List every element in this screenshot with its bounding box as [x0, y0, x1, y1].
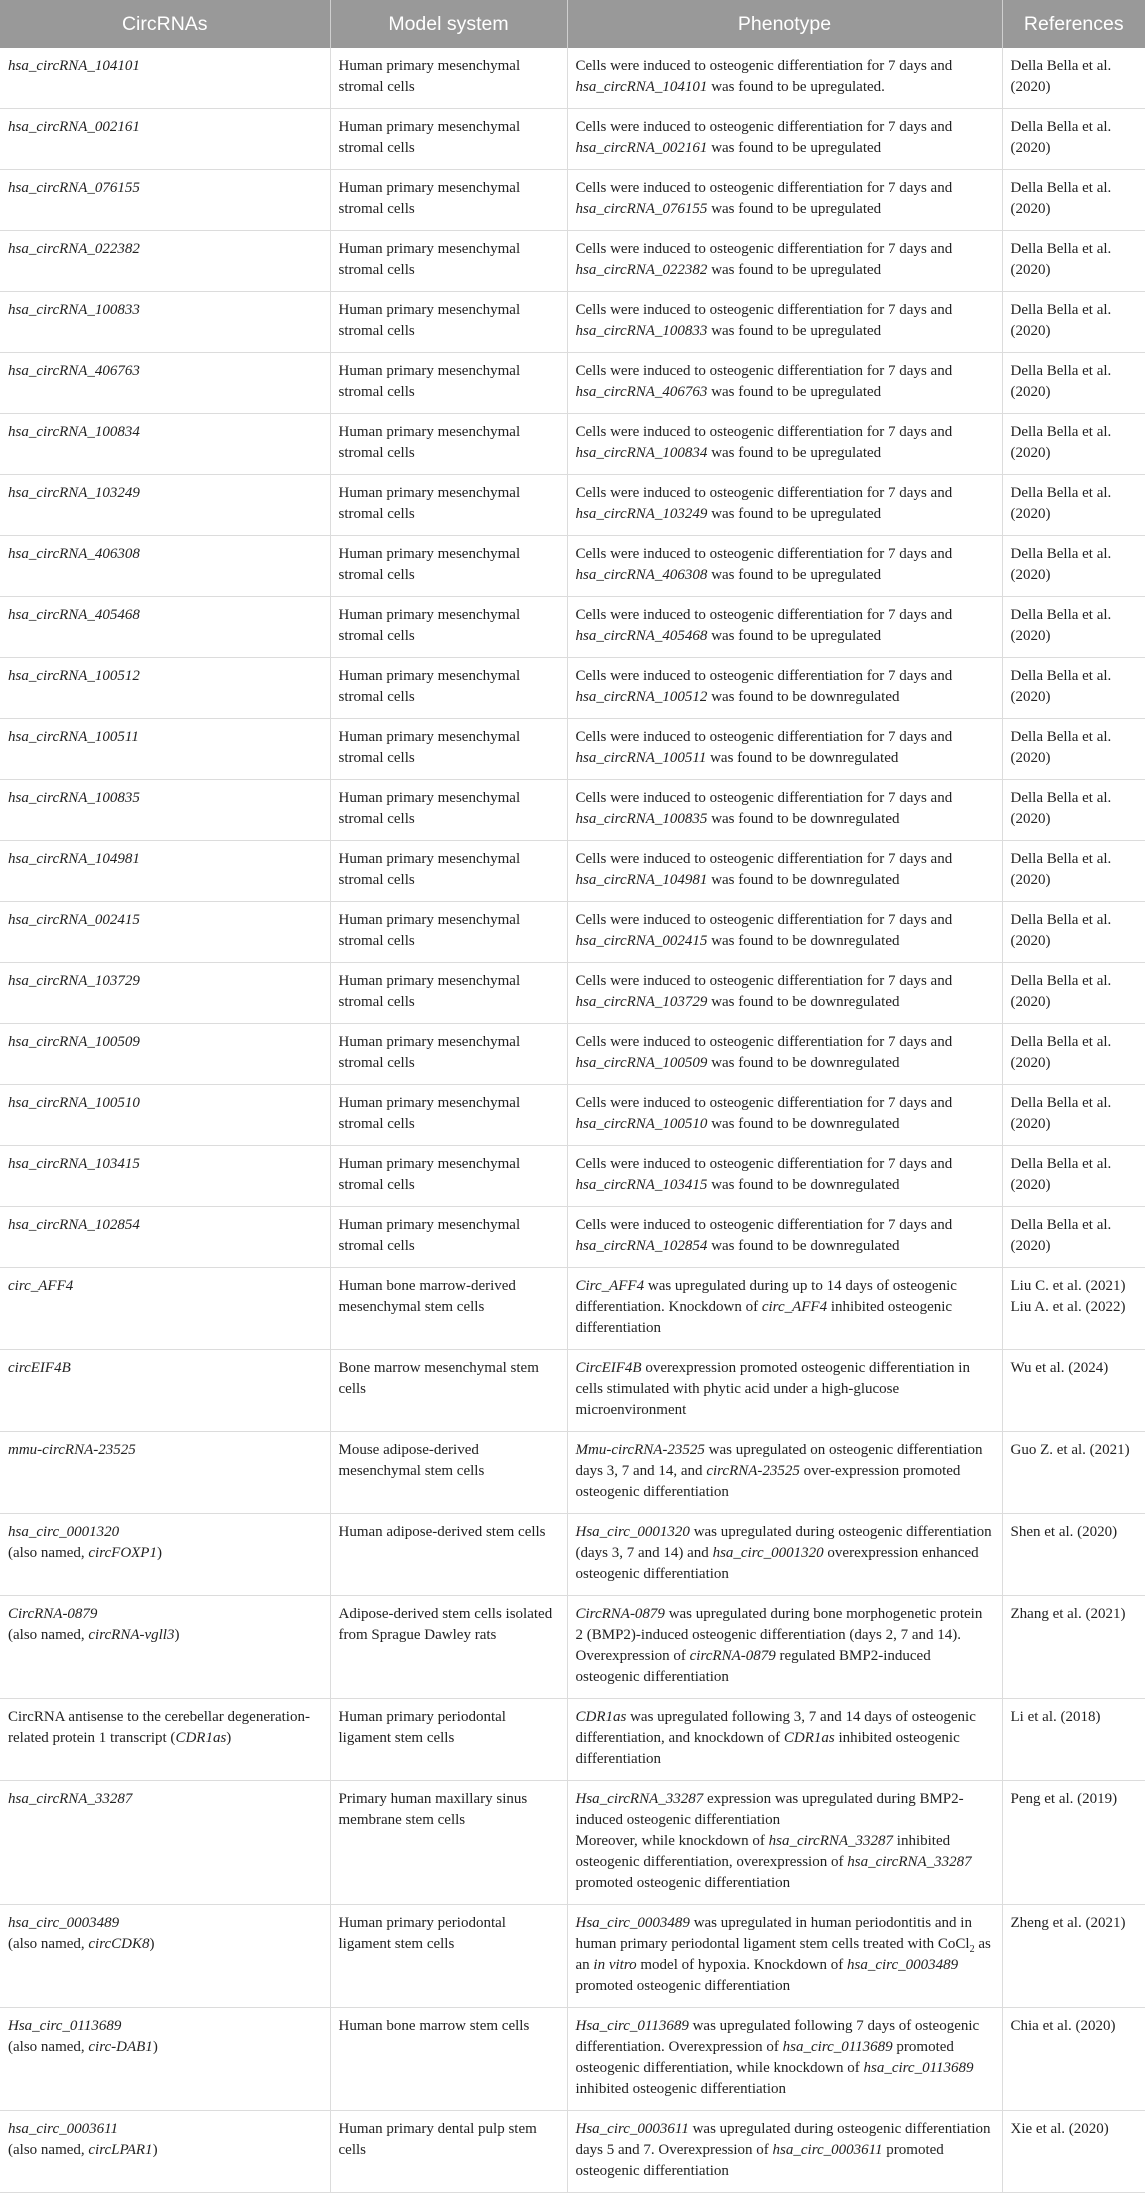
cell-circrna: hsa_circ_0001320 (also named, circFOXP1)	[0, 1514, 330, 1596]
phenotype-text: Cells were induced to osteogenic differentiation for 7 days and	[575, 912, 953, 928]
cell-circrna: CircRNA antisense to the cerebellar degeneration-related protein 1 transcript (CDR1as)	[0, 1699, 330, 1781]
cell-phenotype	[567, 353, 1002, 414]
table-row	[0, 658, 1145, 719]
cell-phenotype	[567, 475, 1002, 536]
phenotype-text: was found to be upregulated	[707, 506, 882, 522]
phenotype-text: Cells were induced to osteogenic differentiation for 7 days and	[575, 1034, 953, 1050]
phenotype-italic-text: circRNA-0879	[689, 1648, 776, 1664]
phenotype-italic-text: circ_AFF4	[761, 1299, 828, 1315]
phenotype-text: was found to be downregulated	[707, 994, 900, 1010]
cell-circrna	[0, 109, 330, 170]
phenotype-italic-text: hsa_circRNA_406308	[575, 567, 708, 583]
circrna-name: hsa_circRNA_103729	[8, 973, 140, 989]
table-row	[0, 1024, 1145, 1085]
phenotype-italic-text: hsa_circRNA_100833	[575, 323, 708, 339]
cell-circrna	[0, 1085, 330, 1146]
cell-reference: Della Bella et al. (2020)	[1002, 902, 1145, 963]
cell-model-system: Adipose-derived stem cells isolated from Sprague Dawley rats	[330, 1596, 567, 1699]
phenotype-text: promoted osteogenic differentiation	[575, 2142, 944, 2179]
circrna-name: hsa_circ_0003489	[8, 1915, 120, 1931]
phenotype-text: was upregulated following 3, 7 and 14 days of osteogenic differentiation, and knockdown of	[575, 1709, 976, 1746]
cell-circrna	[0, 780, 330, 841]
circrna-name: hsa_circ_0001320	[8, 1524, 120, 1540]
phenotype-italic-text: Hsa_circ_0003489	[575, 1915, 690, 1931]
table-row	[0, 780, 1145, 841]
circrna-name: hsa_circRNA_405468	[8, 607, 140, 623]
cell-circrna	[0, 170, 330, 231]
cell-reference: Zhang et al. (2021)	[1002, 1596, 1145, 1699]
cell-phenotype	[567, 963, 1002, 1024]
cell-model-system: Human bone marrow stem cells	[330, 2008, 567, 2111]
table-row	[0, 414, 1145, 475]
cell-model-system: Human primary mesenchymal stromal cells	[330, 780, 567, 841]
cell-model-system: Human primary mesenchymal stromal cells	[330, 902, 567, 963]
table-row	[0, 353, 1145, 414]
cell-phenotype	[567, 1905, 1002, 2008]
phenotype-text: was found to be upregulated	[707, 445, 882, 461]
phenotype-text: Cells were induced to osteogenic differentiation for 7 days and	[575, 119, 953, 135]
phenotype-text: over-expression promoted osteogenic differentiation	[575, 1463, 961, 1500]
phenotype-italic-text: hsa_circRNA_022382	[575, 262, 708, 278]
cell-phenotype	[567, 1514, 1002, 1596]
phenotype-text: Cells were induced to osteogenic differentiation for 7 days and	[575, 729, 953, 745]
phenotype-text: was upregulated during osteogenic differentiation days 5 and 7. Overexpression of	[575, 2121, 991, 2158]
phenotype-text: inhibited osteogenic differentiation, overexpression of	[575, 1833, 951, 1870]
cell-phenotype	[567, 902, 1002, 963]
table-row	[0, 963, 1145, 1024]
phenotype-italic-text: hsa_circRNA_104101	[575, 79, 708, 95]
alias-name: circCDK8	[88, 1936, 150, 1952]
cell-phenotype	[567, 1699, 1002, 1781]
cell-reference: Della Bella et al. (2020)	[1002, 475, 1145, 536]
cell-model-system: Human primary mesenchymal stromal cells	[330, 1024, 567, 1085]
cell-circrna	[0, 353, 330, 414]
phenotype-italic-text: hsa_circRNA_100835	[575, 811, 708, 827]
table-row	[0, 1596, 1145, 1699]
phenotype-italic-text: hsa_circRNA_002161	[575, 140, 708, 156]
phenotype-text: overexpression enhanced osteogenic differentiation	[575, 1545, 979, 1582]
phenotype-text: model of hypoxia. Knockdown of	[636, 1957, 848, 1973]
phenotype-text: was found to be upregulated	[707, 384, 882, 400]
cell-circrna	[0, 719, 330, 780]
cell-model-system: Human primary mesenchymal stromal cells	[330, 353, 567, 414]
table-row	[0, 1146, 1145, 1207]
phenotype-text: promoted osteogenic differentiation	[575, 1978, 791, 1994]
phenotype-text: promoted osteogenic differentiation, while knockdown of	[575, 2039, 954, 2076]
cell-circrna	[0, 841, 330, 902]
cell-circrna	[0, 1024, 330, 1085]
phenotype-italic-text: hsa_circ_0003611	[772, 2142, 883, 2158]
cell-reference: Della Bella et al. (2020)	[1002, 1146, 1145, 1207]
table-row	[0, 536, 1145, 597]
phenotype-text: Cells were induced to osteogenic differentiation for 7 days and	[575, 424, 953, 440]
circrna-name: hsa_circRNA_103415	[8, 1156, 140, 1172]
phenotype-italic-text: hsa_circRNA_100512	[575, 689, 708, 705]
table-row	[0, 1268, 1145, 1350]
cell-reference: Guo Z. et al. (2021)	[1002, 1432, 1145, 1514]
table-row	[0, 1432, 1145, 1514]
phenotype-italic-text: Hsa_circ_0001320	[575, 1524, 690, 1540]
table-row	[0, 170, 1145, 231]
circrna-name: hsa_circRNA_002415	[8, 912, 140, 928]
cell-model-system: Human primary periodontal ligament stem cells	[330, 1905, 567, 2008]
cell-reference: Liu C. et al. (2021) Liu A. et al. (2022)	[1002, 1268, 1145, 1350]
cell-model-system: Human primary mesenchymal stromal cells	[330, 292, 567, 353]
table-row	[0, 475, 1145, 536]
cell-model-system: Primary human maxillary sinus membrane stem cells	[330, 1781, 567, 1905]
alias-name: circLPAR1	[88, 2142, 153, 2158]
phenotype-text: was found to be upregulated	[707, 567, 882, 583]
cell-phenotype	[567, 292, 1002, 353]
cell-circrna	[0, 902, 330, 963]
circrna-name: hsa_circRNA_100509	[8, 1034, 140, 1050]
phenotype-text: Cells were induced to osteogenic differentiation for 7 days and	[575, 363, 953, 379]
phenotype-italic-text: Mmu-circRNA-23525	[575, 1442, 705, 1458]
cell-phenotype	[567, 658, 1002, 719]
phenotype-italic-text: hsa_circRNA_103415	[575, 1177, 708, 1193]
phenotype-italic-text: hsa_circRNA_100834	[575, 445, 708, 461]
table-row	[0, 597, 1145, 658]
phenotype-italic-text: hsa_circRNA_103249	[575, 506, 708, 522]
cell-circrna	[0, 1207, 330, 1268]
cell-reference: Zheng et al. (2021)	[1002, 1905, 1145, 2008]
cell-reference: Della Bella et al. (2020)	[1002, 658, 1145, 719]
phenotype-italic-text: Circ_AFF4	[575, 1278, 645, 1294]
phenotype-italic-text: hsa_circRNA_103729	[575, 994, 708, 1010]
circrna-name: hsa_circRNA_104101	[8, 58, 140, 74]
cell-model-system: Human adipose-derived stem cells	[330, 1514, 567, 1596]
phenotype-text: expression was upregulated during BMP2-induced osteogenic differentiation Moreover, while knockdown of	[575, 1791, 964, 1849]
phenotype-text: promoted osteogenic differentiation	[575, 1875, 791, 1891]
cell-phenotype	[567, 1781, 1002, 1905]
table-row	[0, 1781, 1145, 1905]
cell-model-system: Human primary mesenchymal stromal cells	[330, 658, 567, 719]
cell-phenotype	[567, 780, 1002, 841]
phenotype-text: Cells were induced to osteogenic differentiation for 7 days and	[575, 1217, 953, 1233]
phenotype-text: Cells were induced to osteogenic differentiation for 7 days and	[575, 1095, 953, 1111]
cell-circrna	[0, 414, 330, 475]
cell-circrna: hsa_circ_0003611 (also named, circLPAR1)	[0, 2111, 330, 2193]
phenotype-text: was found to be downregulated	[707, 1055, 900, 1071]
cell-phenotype	[567, 2111, 1002, 2193]
cell-phenotype	[567, 231, 1002, 292]
phenotype-text: was found to be downregulated	[707, 811, 900, 827]
cell-reference: Della Bella et al. (2020)	[1002, 48, 1145, 109]
cell-model-system: Human primary dental pulp stem cells	[330, 2111, 567, 2193]
cell-reference: Della Bella et al. (2020)	[1002, 414, 1145, 475]
phenotype-text: overexpression promoted osteogenic differentiation in cells stimulated with phytic acid under a high-glucose microenvironment	[575, 1360, 970, 1418]
cell-reference: Li et al. (2018)	[1002, 1699, 1145, 1781]
cell-reference: Della Bella et al. (2020)	[1002, 109, 1145, 170]
cell-model-system: Human primary mesenchymal stromal cells	[330, 414, 567, 475]
table-row	[0, 1699, 1145, 1781]
phenotype-text: inhibited osteogenic differentiation	[575, 1730, 960, 1767]
cell-circrna	[0, 1268, 330, 1350]
alias-name: circRNA-vgll3	[88, 1627, 175, 1643]
circrna-name: hsa_circRNA_022382	[8, 241, 140, 257]
phenotype-text: Cells were induced to osteogenic differentiation for 7 days and	[575, 973, 953, 989]
cell-model-system: Human primary mesenchymal stromal cells	[330, 1207, 567, 1268]
cell-reference: Della Bella et al. (2020)	[1002, 353, 1145, 414]
cell-phenotype	[567, 719, 1002, 780]
header-circrnas: CircRNAs	[0, 0, 330, 48]
circrna-name: circEIF4B	[8, 1360, 71, 1376]
table-row	[0, 231, 1145, 292]
phenotype-italic-text: hsa_circRNA_102854	[575, 1238, 708, 1254]
circrna-name: hsa_circRNA_103249	[8, 485, 140, 501]
phenotype-text: inhibited osteogenic differentiation	[575, 2081, 786, 2097]
table-body	[0, 48, 1145, 2193]
phenotype-italic-text: hsa_circ_0113689	[782, 2039, 893, 2055]
header-row	[0, 0, 1145, 48]
phenotype-text: 2	[969, 1944, 975, 1955]
phenotype-italic-text: hsa_circ_0001320	[712, 1545, 824, 1561]
phenotype-italic-text: hsa_circRNA_33287	[768, 1833, 894, 1849]
cell-model-system: Human primary mesenchymal stromal cells	[330, 170, 567, 231]
cell-phenotype	[567, 414, 1002, 475]
cell-model-system: Human bone marrow-derived mesenchymal stem cells	[330, 1268, 567, 1350]
phenotype-text: inhibited osteogenic differentiation	[575, 1299, 953, 1336]
phenotype-text: Cells were induced to osteogenic differentiation for 7 days and	[575, 485, 953, 501]
cell-phenotype	[567, 536, 1002, 597]
cell-model-system: Human primary mesenchymal stromal cells	[330, 231, 567, 292]
cell-phenotype	[567, 1146, 1002, 1207]
table-row	[0, 1905, 1145, 2008]
cell-reference: Della Bella et al. (2020)	[1002, 963, 1145, 1024]
phenotype-text: was found to be downregulated	[707, 1116, 900, 1132]
cell-model-system: Human primary mesenchymal stromal cells	[330, 597, 567, 658]
circrna-name: hsa_circRNA_076155	[8, 180, 140, 196]
phenotype-italic-text: Hsa_circ_0113689	[575, 2018, 689, 2034]
phenotype-text: was found to be upregulated	[707, 323, 882, 339]
cell-phenotype	[567, 1432, 1002, 1514]
phenotype-italic-text: hsa_circRNA_406763	[575, 384, 708, 400]
circrna-name: hsa_circRNA_100833	[8, 302, 140, 318]
header-phenotype: Phenotype	[567, 0, 1002, 48]
phenotype-italic-text: hsa_circ_0113689	[863, 2060, 974, 2076]
cell-reference: Shen et al. (2020)	[1002, 1514, 1145, 1596]
cell-reference: Chia et al. (2020)	[1002, 2008, 1145, 2111]
table-row	[0, 719, 1145, 780]
cell-model-system: Human primary mesenchymal stromal cells	[330, 109, 567, 170]
cell-circrna	[0, 536, 330, 597]
cell-model-system: Human primary mesenchymal stromal cells	[330, 963, 567, 1024]
phenotype-text: was found to be upregulated.	[707, 79, 885, 95]
table-row	[0, 109, 1145, 170]
table-row	[0, 902, 1145, 963]
table-row	[0, 292, 1145, 353]
phenotype-text: was found to be downregulated	[707, 1238, 900, 1254]
cell-circrna	[0, 1146, 330, 1207]
circrna-name: hsa_circRNA_406308	[8, 546, 140, 562]
cell-phenotype	[567, 1596, 1002, 1699]
cell-phenotype	[567, 109, 1002, 170]
phenotype-text: was found to be downregulated	[707, 1177, 900, 1193]
table-row	[0, 1514, 1145, 1596]
circrna-name: hsa_circRNA_104981	[8, 851, 140, 867]
phenotype-italic-text: Hsa_circ_0003611	[575, 2121, 689, 2137]
circrna-name: hsa_circRNA_100512	[8, 668, 140, 684]
cell-reference: Della Bella et al. (2020)	[1002, 1085, 1145, 1146]
cell-reference: Wu et al. (2024)	[1002, 1350, 1145, 1432]
circrna-name: CircRNA-0879	[8, 1606, 98, 1622]
cell-phenotype	[567, 1024, 1002, 1085]
phenotype-italic-text: hsa_circRNA_405468	[575, 628, 708, 644]
circrna-name: hsa_circRNA_33287	[8, 1791, 133, 1807]
circrna-name: hsa_circRNA_102854	[8, 1217, 140, 1233]
phenotype-text: was upregulated during osteogenic differentiation (days 3, 7 and 14) and	[575, 1524, 992, 1561]
phenotype-italic-text: hsa_circRNA_100511	[575, 750, 707, 766]
phenotype-text: Cells were induced to osteogenic differentiation for 7 days and	[575, 851, 953, 867]
phenotype-italic-text: CircEIF4B	[575, 1360, 642, 1376]
phenotype-text: Cells were induced to osteogenic differentiation for 7 days and	[575, 546, 953, 562]
cell-model-system: Mouse adipose-derived mesenchymal stem cells	[330, 1432, 567, 1514]
table-row	[0, 1085, 1145, 1146]
cell-reference: Della Bella et al. (2020)	[1002, 597, 1145, 658]
cell-model-system: Human primary mesenchymal stromal cells	[330, 48, 567, 109]
cell-circrna	[0, 597, 330, 658]
cell-circrna: Hsa_circ_0113689 (also named, circ-DAB1)	[0, 2008, 330, 2111]
phenotype-text: regulated BMP2-induced osteogenic differentiation	[575, 1648, 931, 1685]
phenotype-italic-text: hsa_circRNA_100510	[575, 1116, 708, 1132]
cell-circrna: CircRNA-0879 (also named, circRNA-vgll3)	[0, 1596, 330, 1699]
phenotype-text: was upregulated during up to 14 days of osteogenic differentiation. Knockdown of	[575, 1278, 957, 1315]
phenotype-text: Cells were induced to osteogenic differentiation for 7 days and	[575, 607, 953, 623]
table-row	[0, 2111, 1145, 2193]
cell-reference: Della Bella et al. (2020)	[1002, 780, 1145, 841]
phenotype-text: Cells were induced to osteogenic differentiation for 7 days and	[575, 790, 953, 806]
cell-model-system: Human primary mesenchymal stromal cells	[330, 719, 567, 780]
cell-circrna	[0, 1781, 330, 1905]
phenotype-italic-text: hsa_circ_0003489	[847, 1957, 959, 1973]
phenotype-text: Cells were induced to osteogenic differentiation for 7 days and	[575, 302, 953, 318]
phenotype-text: as an	[575, 1936, 991, 1973]
phenotype-italic-text: hsa_circRNA_002415	[575, 933, 708, 949]
table-row	[0, 841, 1145, 902]
phenotype-text: was found to be upregulated	[707, 262, 882, 278]
cell-reference: Peng et al. (2019)	[1002, 1781, 1145, 1905]
circrna-name: hsa_circRNA_100835	[8, 790, 140, 806]
cell-reference: Della Bella et al. (2020)	[1002, 170, 1145, 231]
phenotype-italic-text: hsa_circRNA_104981	[575, 872, 708, 888]
phenotype-text: Cells were induced to osteogenic differentiation for 7 days and	[575, 668, 953, 684]
phenotype-italic-text: CircRNA-0879	[575, 1606, 665, 1622]
cell-phenotype	[567, 1268, 1002, 1350]
phenotype-text: was upregulated during bone morphogenetic protein 2 (BMP2)-induced osteogenic differentiation (days 2, 7 and 14). Overexpression of	[575, 1606, 983, 1664]
cell-phenotype	[567, 1085, 1002, 1146]
cell-phenotype	[567, 48, 1002, 109]
cell-phenotype	[567, 2008, 1002, 2111]
header-model-system: Model system	[330, 0, 567, 48]
cell-reference: Della Bella et al. (2020)	[1002, 1024, 1145, 1085]
phenotype-italic-text: circRNA-23525	[706, 1463, 800, 1479]
cell-reference: Della Bella et al. (2020)	[1002, 231, 1145, 292]
phenotype-text: was found to be downregulated	[706, 750, 899, 766]
circrna-name: hsa_circRNA_406763	[8, 363, 140, 379]
cell-model-system: Human primary periodontal ligament stem cells	[330, 1699, 567, 1781]
cell-reference: Della Bella et al. (2020)	[1002, 1207, 1145, 1268]
phenotype-italic-text: Hsa_circRNA_33287	[575, 1791, 704, 1807]
cell-reference: Della Bella et al. (2020)	[1002, 719, 1145, 780]
phenotype-text: was found to be upregulated	[707, 201, 882, 217]
cell-model-system: Human primary mesenchymal stromal cells	[330, 1146, 567, 1207]
circrna-name: hsa_circRNA_100510	[8, 1095, 140, 1111]
phenotype-italic-text: CDR1as	[575, 1709, 627, 1725]
header-references: References	[1002, 0, 1145, 48]
cell-circrna	[0, 963, 330, 1024]
cell-model-system: Human primary mesenchymal stromal cells	[330, 475, 567, 536]
cell-reference: Xie et al. (2020)	[1002, 2111, 1145, 2193]
circrna-name: hsa_circRNA_100834	[8, 424, 140, 440]
phenotype-text: Cells were induced to osteogenic differentiation for 7 days and	[575, 58, 953, 74]
cell-model-system: Human primary mesenchymal stromal cells	[330, 1085, 567, 1146]
phenotype-italic-text: in vitro	[593, 1957, 637, 1973]
cell-circrna: hsa_circ_0003489 (also named, circCDK8)	[0, 1905, 330, 2008]
table-row	[0, 1350, 1145, 1432]
cell-phenotype	[567, 597, 1002, 658]
cell-circrna	[0, 292, 330, 353]
table-row	[0, 2008, 1145, 2111]
table-row	[0, 1207, 1145, 1268]
phenotype-text: was found to be downregulated	[707, 689, 900, 705]
phenotype-text: was upregulated in human periodontitis and in human primary periodontal ligament stem cells treated with CoCl	[575, 1915, 972, 1952]
cell-phenotype	[567, 841, 1002, 902]
cell-circrna	[0, 48, 330, 109]
phenotype-text: Cells were induced to osteogenic differentiation for 7 days and	[575, 1156, 953, 1172]
phenotype-italic-text: hsa_circRNA_100509	[575, 1055, 708, 1071]
circrna-name: mmu-circRNA-23525	[8, 1442, 136, 1458]
circrna-name: circ_AFF4	[8, 1278, 74, 1294]
cell-circrna	[0, 1432, 330, 1514]
alias-name: circFOXP1	[88, 1545, 157, 1561]
cell-model-system: Human primary mesenchymal stromal cells	[330, 536, 567, 597]
circrna-name: hsa_circRNA_002161	[8, 119, 140, 135]
alias-name: circ-DAB1	[88, 2039, 153, 2055]
cell-circrna	[0, 475, 330, 536]
cell-circrna	[0, 1350, 330, 1432]
phenotype-text: was found to be downregulated	[707, 872, 900, 888]
phenotype-text: Cells were induced to osteogenic differentiation for 7 days and	[575, 180, 953, 196]
cell-circrna	[0, 231, 330, 292]
phenotype-italic-text: hsa_circRNA_076155	[575, 201, 708, 217]
cell-reference: Della Bella et al. (2020)	[1002, 841, 1145, 902]
phenotype-text: was found to be downregulated	[707, 933, 900, 949]
cell-model-system: Human primary mesenchymal stromal cells	[330, 841, 567, 902]
table-row	[0, 48, 1145, 109]
circrna-name: hsa_circ_0003611	[8, 2121, 118, 2137]
cell-model-system: Bone marrow mesenchymal stem cells	[330, 1350, 567, 1432]
phenotype-text: was upregulated on osteogenic differentiation days 3, 7 and 14, and	[575, 1442, 983, 1479]
phenotype-italic-text: CDR1as	[783, 1730, 835, 1746]
phenotype-text: was found to be upregulated	[707, 140, 882, 156]
cell-phenotype	[567, 170, 1002, 231]
circrna-name: hsa_circRNA_100511	[8, 729, 139, 745]
phenotype-italic-text: hsa_circRNA_33287	[847, 1854, 972, 1870]
cell-reference: Della Bella et al. (2020)	[1002, 536, 1145, 597]
cell-circrna	[0, 658, 330, 719]
circrna-name: Hsa_circ_0113689	[8, 2018, 122, 2034]
cell-phenotype	[567, 1207, 1002, 1268]
phenotype-text: was upregulated following 7 days of osteogenic differentiation. Overexpression of	[575, 2018, 980, 2055]
phenotype-text: was found to be upregulated	[707, 628, 882, 644]
phenotype-text: Cells were induced to osteogenic differentiation for 7 days and	[575, 241, 953, 257]
cell-phenotype	[567, 1350, 1002, 1432]
cell-reference: Della Bella et al. (2020)	[1002, 292, 1145, 353]
